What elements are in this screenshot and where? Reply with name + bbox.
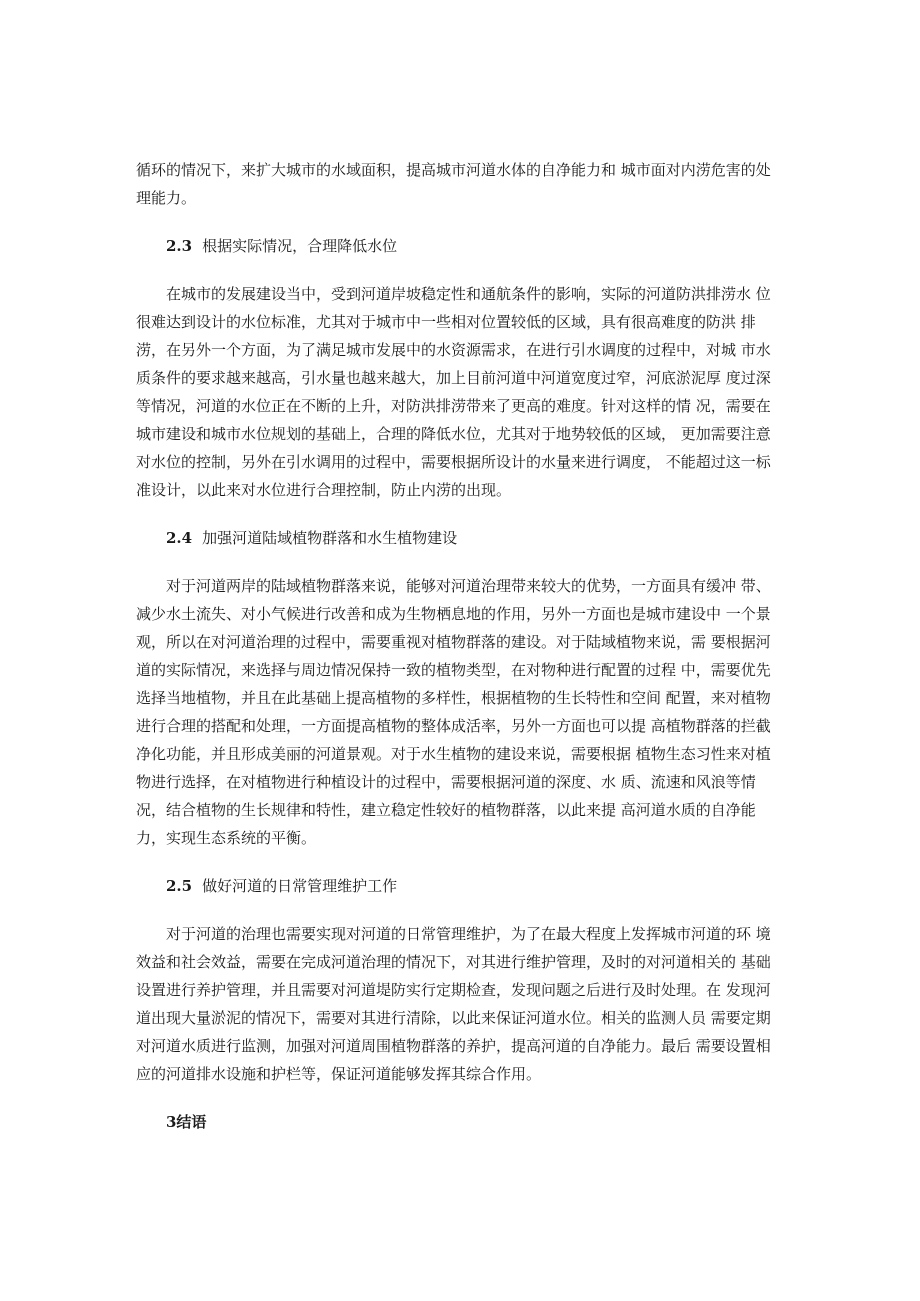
section-title: 做好河道的日常管理维护工作 xyxy=(202,877,398,895)
section-heading-2-4 xyxy=(136,524,784,552)
section-title: 加强河道陆域植物群落和水生植物建设 xyxy=(202,529,458,547)
section-body-2-4: 对于河道两岸的陆域植物群落来说，能够对河道治理带来较大的优势，一方面具有缓冲 带、减少水土流失、对小气候进行改善和成为生物栖息地的作用，另外一方面也是城市建设中 一个景观，所以在对河道治理的过程中，需要重视对植物群落的建设。对于陆域植物来说，需 要根据河道的实际情况，来选择与周边情况保持一致的植物类型，在对物种进行配置的过程 中，需要优先选择当地植物，并且在此基础上提高植物的多样性，根据植物的生长特性和空间 配置，来对植物进行合理的搭配和处理，一方面提高植物的整体成活率，另外一方面也可以提 高植物群落的拦截净化功能，并且形成美丽的河道景观。对于水生植物的建设来说，需要根据 植物生态习性来对植物进行选择，在对植物进行种植设计的过程中，需要根据河道的深度、水 质、流速和风浪等情况，结合植物的生长规律和特性，建立稳定性较好的植物群落，以此来提 高河道水质的自净能力，实现生态系统的平衡。 xyxy=(136,577,771,847)
section-number: 2.4 xyxy=(166,529,193,547)
conclusion-heading: 3结语 xyxy=(166,1113,207,1131)
section-heading-2-5 xyxy=(136,872,784,900)
section-heading-2-3 xyxy=(136,232,784,260)
section-title: 根据实际情况，合理降低水位 xyxy=(202,237,398,255)
section-number: 2.3 xyxy=(166,237,193,255)
section-body-2-5: 对于河道的治理也需要实现对河道的日常管理维护，为了在最大程度上发挥城市河道的环 境效益和社会效益，需要在完成河道治理的情况下，对其进行维护管理，及时的对河道相关的 基础设置进行养护管理，并且需要对河道堤防实行定期检查，发现问题之后进行及时处理。在 发现河道出现大量淤泥的情况下，需要对其进行清除，以此来保证河道水位。相关的监测人员 需要定期对河道水质进行监测，加强对河道周围植物群落的养护，提高河道的自净能力。最后 需要设置相应的河道排水设施和护栏等，保证河道能够发挥其综合作用。 xyxy=(136,925,771,1083)
intro-paragraph: 循环的情况下，来扩大城市的水域面积，提高城市河道水体的自净能力和 城市面对内涝危害的处理能力。 xyxy=(136,161,771,207)
section-body-2-3: 在城市的发展建设当中，受到河道岸坡稳定性和通航条件的影响，实际的河道防洪排涝水 位很难达到设计的水位标准，尤其对于城市中一些相对位置较低的区域，具有很高难度的防洪 排涝，在另外一个方面，为了满足城市发展中的水资源需求，在进行引水调度的过程中，对城 市水质条件的要求越来越高，引水量也越来越大，加上目前河道中河道宽度过窄，河底淤泥厚 度过深等情况，河道的水位正在不断的上升，对防洪排涝带来了更高的难度。针对这样的情 况，需要在城市建设和城市水位规划的基础上，合理的降低水位，尤其对于地势较低的区域， 更加需要注意对水位的控制，另外在引水调用的过程中，需要根据所设计的水量来进行调度， 不能超过这一标准设计，以此来对水位进行合理控制，防止内涝的出现。 xyxy=(136,285,771,499)
section-number: 2.5 xyxy=(166,877,193,895)
document-body xyxy=(136,156,784,1136)
